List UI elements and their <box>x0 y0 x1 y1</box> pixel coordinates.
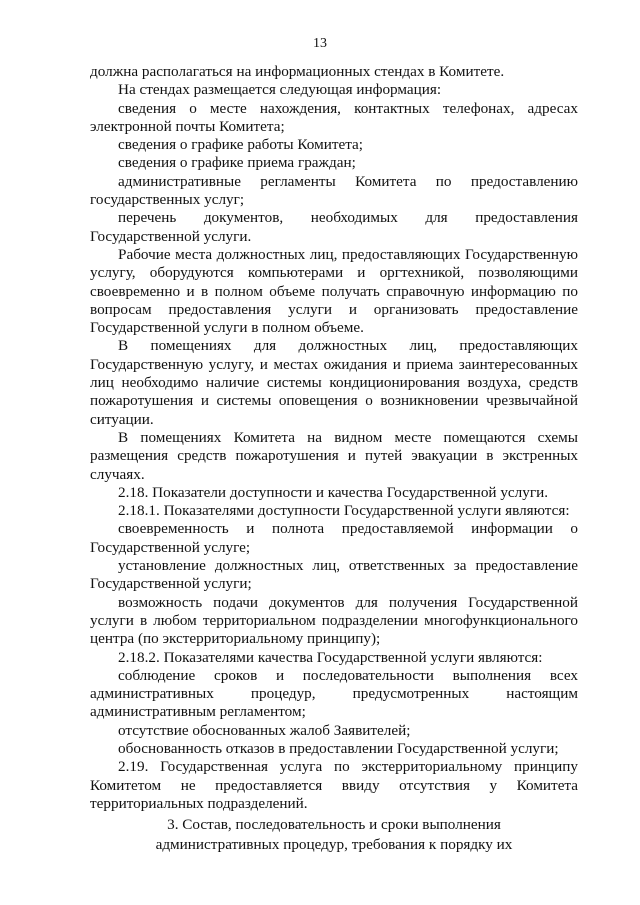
paragraph-13: своевременность и полнота предоставляемой информации о Государственной услуге; <box>90 520 578 556</box>
paragraph-7: перечень документов, необходимых для предоставления Государственной услуги. <box>90 209 578 245</box>
paragraph-17: соблюдение сроков и последовательности выполнения всех административных процедур, предусмотренных настоящим административным регламентом; <box>90 666 578 721</box>
section-heading-line-2: административных процедур, требования к порядку их <box>155 836 513 853</box>
paragraph-2: На стендах размещается следующая информация: <box>118 81 442 99</box>
paragraph-10: В помещениях Комитета на видном месте помещаются схемы размещения средств пожаротушения и путей эвакуации в экстренных случаях. <box>90 428 578 483</box>
paragraph-20: 2.19. Государственная услуга по экстерриториальному принципу Комитетом не предоставляется ввиду отсутствия у Комитета территориальных подразделений. <box>90 758 578 812</box>
paragraph-15: возможность подачи документов для получения Государственной услуги в любом территориальном подразделении многофункционального центра (по экстерриториальному принципу); <box>90 593 578 648</box>
paragraph-5: сведения о графике приема граждан; <box>118 154 356 172</box>
section-heading <box>90 815 578 855</box>
paragraph-4: сведения о графике работы Комитета; <box>118 136 364 154</box>
section-heading-line-1: 3. Состав, последовательность и сроки выполнения <box>167 816 501 833</box>
paragraph-11: 2.18. Показатели доступности и качества Государственной услуги. <box>118 483 548 501</box>
paragraph-1: должна располагаться на информационных стендах в Комитете. <box>90 63 505 80</box>
page-number: 13 <box>313 36 327 51</box>
paragraph-6: административные регламенты Комитета по предоставлению государственных услуг; <box>90 172 578 209</box>
document-body <box>90 63 578 813</box>
paragraph-12: 2.18.1. Показателями доступности Государственной услуги являются: <box>118 502 570 520</box>
paragraph-3: сведения о месте нахождения, контактных телефонах, адресах электронной почты Комитета; <box>90 99 578 135</box>
paragraph-9: В помещениях для должностных лиц, предоставляющих Государственную услугу, и местах ожидания и приема заинтересованных лиц необходимо наличие системы кондиционирования воздуха, средств пожаротушения и системы оповещения о возникновении чрезвычайной ситуации. <box>90 337 578 428</box>
paragraph-8: Рабочие места должностных лиц, предоставляющих Государственную услугу, оборудуются компьютерами и оргтехникой, позволяющими своевременно и в полном объеме получать справочную информацию по вопросам предоставления услуги и организовать предоставление Государственной услуги в полном объеме. <box>90 245 578 337</box>
paragraph-18: отсутствие обоснованных жалоб Заявителей; <box>118 721 411 739</box>
paragraph-16: 2.18.2. Показателями качества Государственной услуги являются: <box>118 648 543 666</box>
paragraph-14: установление должностных лиц, ответственных за предоставление Государственной услуги; <box>90 557 578 593</box>
paragraph-19: обоснованность отказов в предоставлении Государственной услуги; <box>118 739 559 757</box>
